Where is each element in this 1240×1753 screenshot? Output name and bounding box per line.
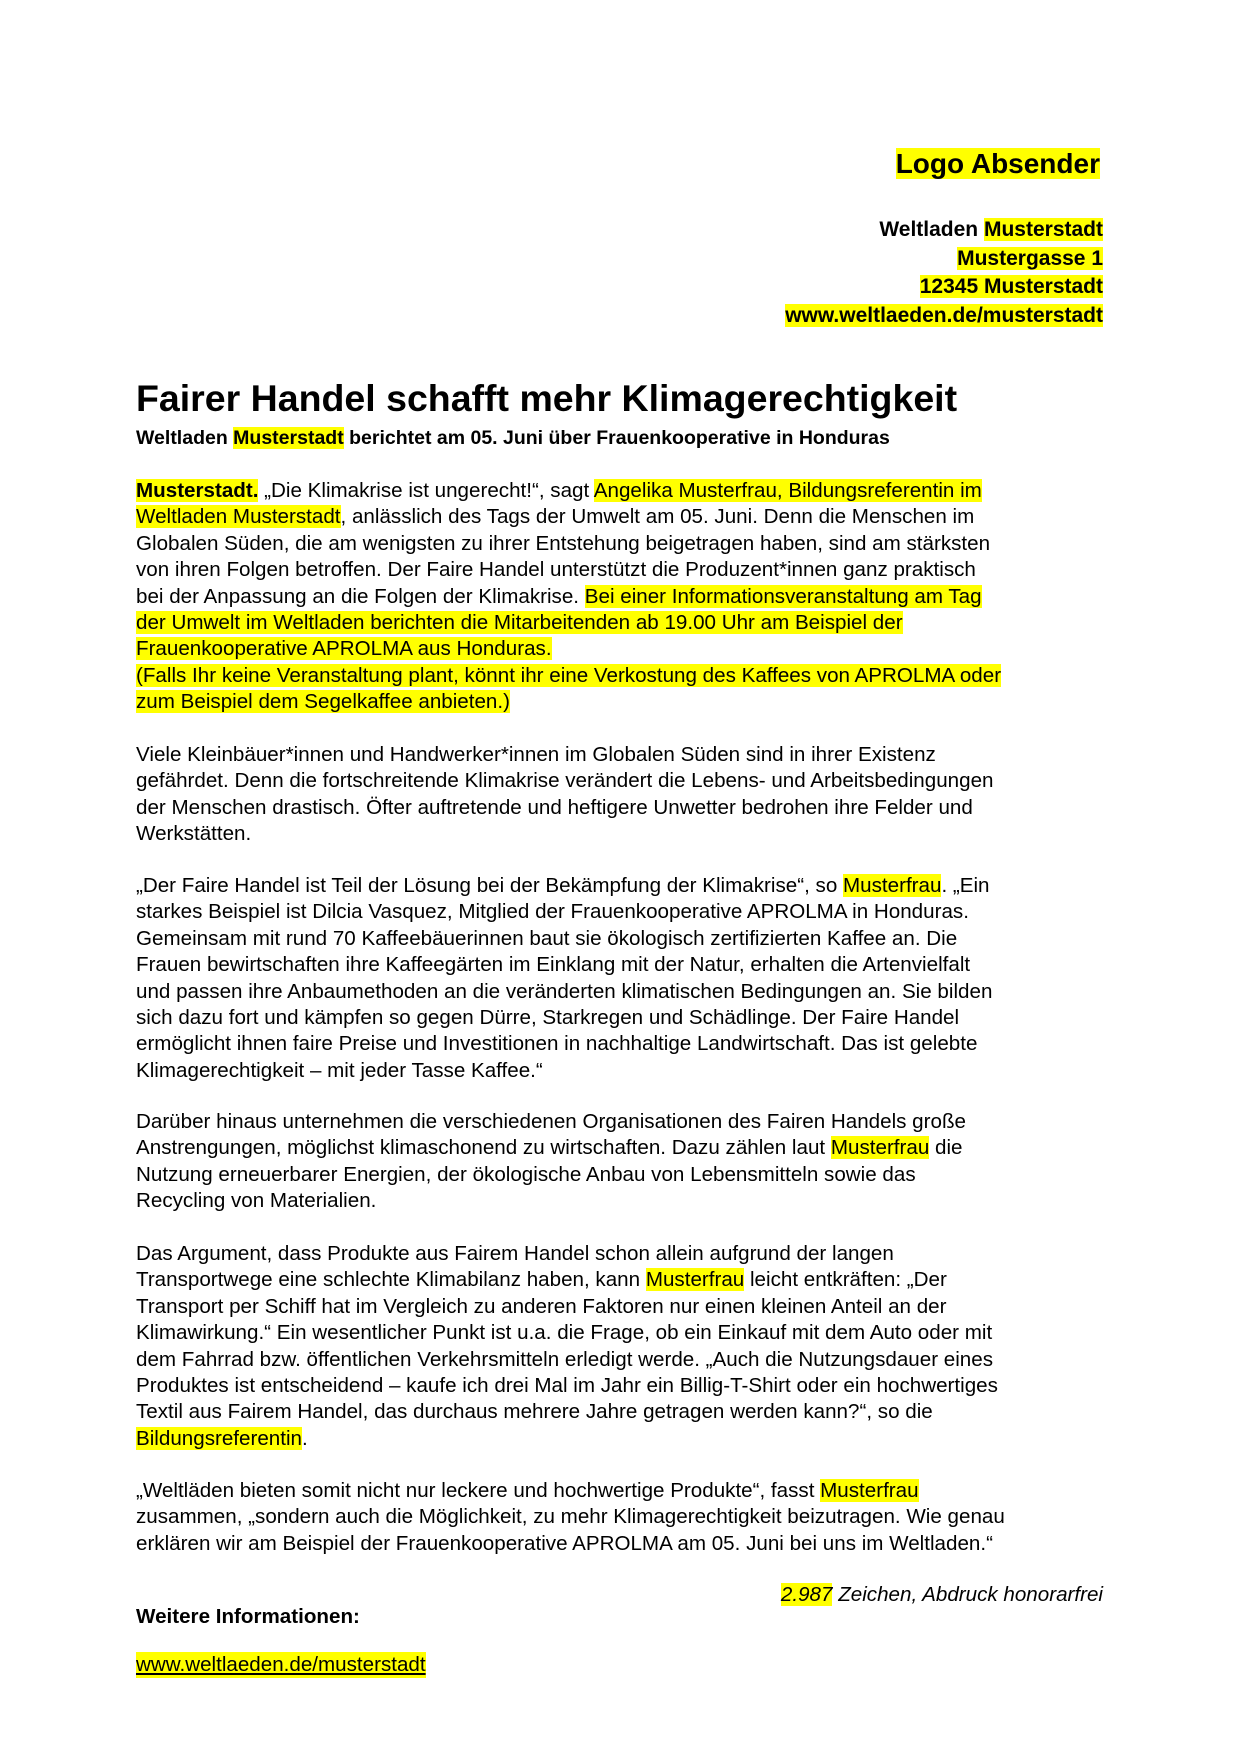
sender-logo-placeholder bbox=[893, 144, 1103, 184]
paragraph-existence: Viele Kleinbäuer*innen und Handwerker*innen im Globalen Süden sind in ihrer Existenz gefährdet. Denn die fortschreitende Klimakrise verändert die Lebens- und Arbeitsbedingungen der Menschen drastisch. Öfter auftretende und heftigere Unwetter bedrohen ihre Felder und Werkstätten. bbox=[136, 743, 994, 846]
dateline: Musterstadt. bbox=[136, 479, 259, 502]
sender-org: Weltladen Musterstadt bbox=[879, 218, 1103, 241]
sender-web: www.weltlaeden.de/musterstadt bbox=[785, 303, 1103, 327]
character-count-note: 2.987 Zeichen, Abdruck honorarfrei bbox=[780, 1583, 1103, 1606]
logo-text: Logo Absender bbox=[895, 148, 1100, 179]
sender-address bbox=[785, 216, 1103, 330]
paragraph-summary: „Weltläden bieten somit nicht nur leckere und hochwertige Produkte“, fasst Musterfrau zusammen, „sondern auch die Möglichkeit, zu mehr Klimagerechtigkeit beizutragen. Wie genau erklären wir am Beispiel der Frauenkooperative APROLMA am 05. Juni bei uns im Weltladen.“ bbox=[136, 1479, 1005, 1555]
paragraph-organisations: Darüber hinaus unternehmen die verschiedenen Organisationen des Fairen Handels große Anstrengungen, möglichst klimaschonend zu wirtschaften. Dazu zählen laut Musterfrau die Nutzung erneuerbarer Energien, der ökologische Anbau von Lebensmitteln sowie das Recycling von Materialien. bbox=[136, 1110, 966, 1213]
subtitle: Weltladen Musterstadt berichtet am 05. Juni über Frauenkooperative in Honduras bbox=[136, 427, 890, 449]
sender-city: Musterstadt bbox=[983, 218, 1103, 241]
page-title: Fairer Handel schafft mehr Klimagerechtigkeit bbox=[136, 377, 958, 419]
more-info-label: Weitere Informationen: bbox=[136, 1605, 360, 1628]
paragraph-intro: Musterstadt. „Die Klimakrise ist ungerecht!“, sagt Angelika Musterfrau, Bildungsreferentin im Weltladen Musterstadt, anlässlich des Tags der Umwelt am 05. Juni. Denn die Menschen im Globalen Süden, die am wenigsten zu ihrer Entstehung beigetragen haben, sind am stärksten von ihren Folgen betroffen. Der Faire Handel unterstützt die Produzent*innen ganz praktisch bei der Anpassung an die Folgen der Klimakrise. Bei einer Informationsveranstaltung am Tag der Umwelt im Weltladen berichten die Mitarbeitenden ab 19.00 Uhr am Beispiel der Frauenkooperative APROLMA aus Honduras. (Falls Ihr keine Veranstaltung plant, könnt ihr eine Verkostung des Kaffees von APROLMA oder zum Beispiel dem Segelkaffee anbieten.) bbox=[136, 479, 1002, 714]
more-info-link[interactable]: www.weltlaeden.de/musterstadt bbox=[136, 1653, 426, 1676]
sender-street: Mustergasse 1 bbox=[957, 246, 1103, 270]
editor-note: (Falls Ihr keine Veranstaltung plant, könnt ihr eine Verkostung des Kaffees von APROLMA oder bbox=[136, 663, 1002, 687]
sender-zip-city: 12345 Musterstadt bbox=[919, 275, 1103, 298]
paragraph-aprolma: „Der Faire Handel ist Teil der Lösung bei der Bekämpfung der Klimakrise“, so Musterfrau. „Ein starkes Beispiel ist Dilcia Vasquez, Mitglied der Frauenkooperative APROLMA in Honduras. Gemeinsam mit rund 70 Kaffeebäuerinnen baut sie ökologisch zertifizierten Kaffee an. Die Frauen bewirtschaften ihre Kaffeegärten im Einklang mit der Natur, erhalten die Artenvielfalt und passen ihre Anbaumethoden an die veränderten klimatischen Bedingungen an. Sie bilden sich dazu fort und kämpfen so gegen Dürre, Starkregen und Schädlinge. Der Faire Handel ermöglicht ihnen faire Preise und Investitionen in nachhaltige Landwirtschaft. Das ist gelebte Klimagerechtigkeit – mit jeder Tasse Kaffee.“ bbox=[136, 874, 993, 1082]
subtitle-city: Musterstadt bbox=[233, 427, 344, 449]
paragraph-transport: Das Argument, dass Produkte aus Fairem Handel schon allein aufgrund der langen Transportwege eine schlechte Klimabilanz haben, kann Musterfrau leicht entkräften: „Der Transport per Schiff hat im Vergleich zu anderen Faktoren nur einen kleinen Anteil an der Klimawirkung.“ Ein wesentlicher Punkt ist u.a. die Frage, ob ein Einkauf mit dem Auto oder mit dem Fahrrad bzw. öffentlichen Verkehrsmitteln erledigt werde. „Auch die Nutzungsdauer eines Produktes ist entscheidend – kaufe ich drei Mal im Jahr ein Billig-T-Shirt oder ein hochwertiges Textil aus Fairem Handel, das durchaus mehrere Jahre getragen werden kann?“, so die Bildungsreferentin. bbox=[136, 1242, 998, 1450]
